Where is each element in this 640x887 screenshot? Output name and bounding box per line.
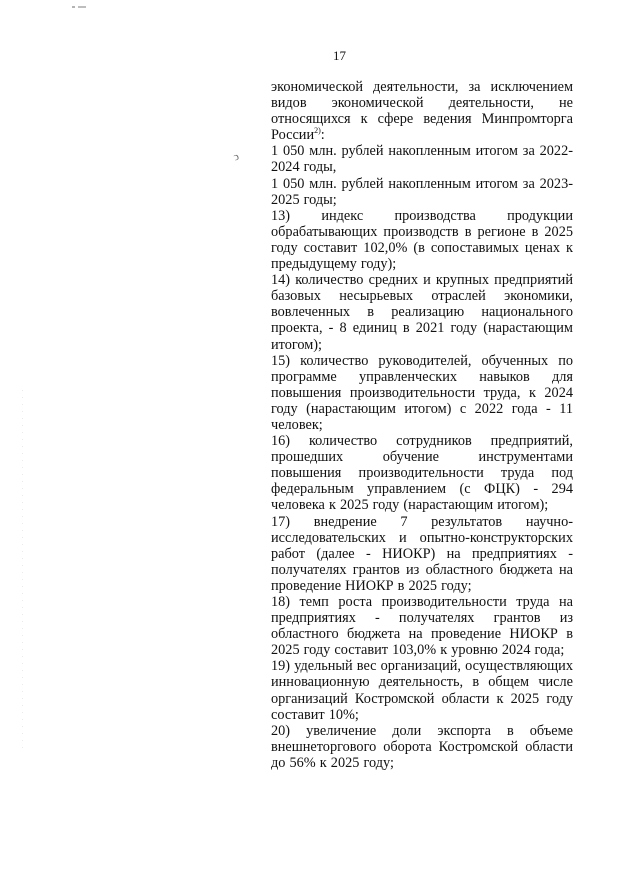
paragraph-18: 18) темп роста производительности труда на предприятиях - получателях грантов из областного бюджета на проведение НИОКР в 2025 году составит 103,0% к уровню 2024 года; <box>271 594 573 659</box>
document-content <box>271 79 573 771</box>
paragraph-19: 19) удельный вес организаций, осуществляющих инновационную деятельность, в общем числе организаций Костромской области к 2025 году составит 10%; <box>271 658 573 723</box>
paragraph-20: 20) увеличение доли экспорта в объеме внешнеторгового оборота Костромской области до 56% к 2025 году; <box>271 722 573 771</box>
paragraph-2: 1 050 млн. рублей накопленным итогом за 2023-2025 годы; <box>271 175 573 208</box>
paragraph-14: 14) количество средних и крупных предприятий базовых несырьевых отраслей экономики, вовлеченных в реализацию национального проекта, - 8 единиц в 2021 году (нарастающим итогом); <box>271 272 573 353</box>
paragraph-0-suffix: : <box>320 127 325 144</box>
page-number: 17 <box>333 48 346 63</box>
paragraph-0-text: экономической деятельности, за исключением видов экономической деятельности, не относящихся к сфере ведения Минпромторга России <box>271 79 573 144</box>
paragraph-1: 1 050 млн. рублей накопленным итогом за 2022-2024 годы, <box>271 143 573 176</box>
scan-edge-noise <box>22 390 23 750</box>
paragraph-13: 13) индекс производства продукции обрабатывающих производств в регионе в 2025 году составит 102,0% (в сопоставимых ценах к предыдущему году); <box>271 207 573 273</box>
scan-mark <box>72 6 86 8</box>
paragraph-17: 17) внедрение 7 результатов научно-исследовательских и опытно-конструкторских работ (далее - НИОКР) на предприятиях - получателях грантов из областного бюджета на проведение НИОКР в 2025 году; <box>271 513 573 594</box>
margin-mark: ↄ <box>231 150 241 164</box>
paragraph-16: 16) количество сотрудников предприятий, прошедших обучение инструментами повышения производительности труда под федеральным управлением (с ФЦК) - 294 человека к 2025 году (нарастающим итогом); <box>271 433 573 514</box>
footnote-marker: 2) <box>314 126 321 136</box>
paragraph-0 <box>271 79 573 143</box>
paragraph-15: 15) количество руководителей, обученных по программе управленческих навыков для повышения производительности труда, к 2024 году (нарастающим итогом) с 2022 года - 11 человек; <box>271 352 573 433</box>
